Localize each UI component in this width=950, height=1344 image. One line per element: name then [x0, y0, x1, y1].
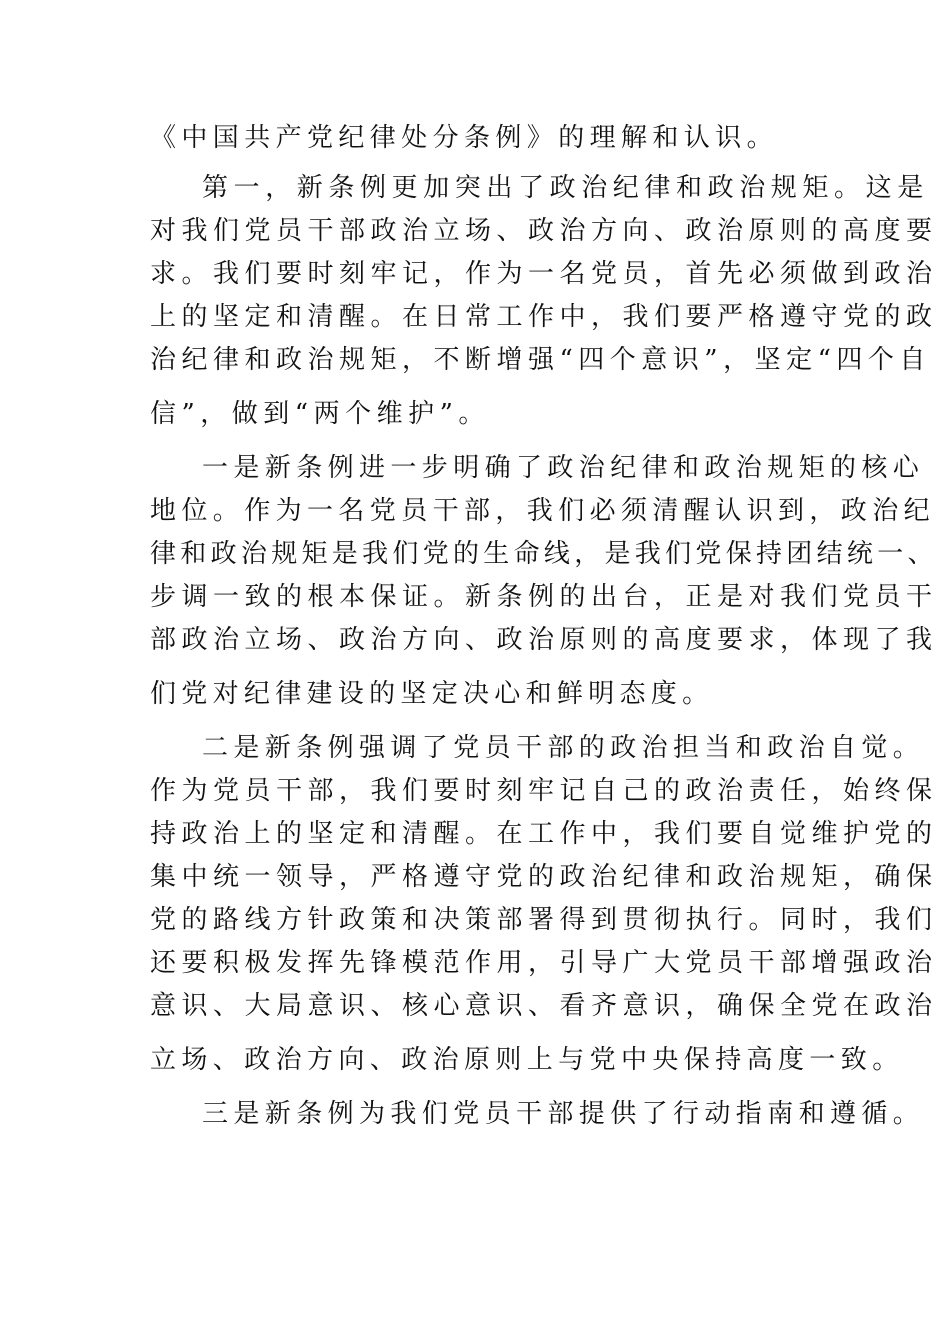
text-line-4: 求。我们要时刻牢记，作为一名党员，首先必须做到政治: [150, 259, 938, 289]
text-line-17: 集中统一领导，严格遵守党的政治纪律和政治规矩，确保: [150, 862, 938, 892]
text-line-10: 律和政治规矩是我们党的生命线，是我们党保持团结统一、: [150, 539, 938, 569]
text-line-1: 《中国共产党纪律处分条例》的理解和认识。: [150, 123, 779, 153]
text-line-16: 持政治上的坚定和清醒。在工作中，我们要自觉维护党的: [150, 819, 938, 849]
text-line-7: 信”，做到“两个维护”。: [150, 399, 490, 429]
text-line-5: 上的坚定和清醒。在日常工作中，我们要严格遵守党的政: [150, 302, 938, 332]
text-line-2: 第一，新条例更加突出了政治纪律和政治规矩。这是: [202, 173, 929, 203]
text-line-12: 部政治立场、政治方向、政治原则的高度要求，体现了我: [150, 625, 938, 655]
text-line-8: 一是新条例进一步明确了政治纪律和政治规矩的核心: [202, 453, 925, 483]
text-line-14: 二是新条例强调了党员干部的政治担当和政治自觉。: [202, 733, 925, 763]
text-line-20: 意识、大局意识、核心意识、看齐意识，确保全党在政治: [150, 991, 938, 1021]
text-line-13: 们党对纪律建设的坚定决心和鲜明态度。: [150, 679, 714, 709]
text-line-9: 地位。作为一名党员干部，我们必须清醒认识到，政治纪: [150, 496, 936, 526]
text-line-6: 治纪律和政治规矩，不断增强“四个意识”，坚定“四个自: [150, 345, 931, 375]
text-line-11: 步调一致的根本保证。新条例的出台，正是对我们党员干: [150, 582, 938, 612]
text-line-21: 立场、政治方向、政治原则上与党中央保持高度一致。: [150, 1045, 904, 1075]
text-line-22: 三是新条例为我们党员干部提供了行动指南和遵循。: [202, 1099, 925, 1129]
text-line-15: 作为党员干部，我们要时刻牢记自己的政治责任，始终保: [150, 776, 938, 806]
text-line-3: 对我们党员干部政治立场、政治方向、政治原则的高度要: [150, 216, 938, 246]
text-line-18: 党的路线方针政策和决策部署得到贯彻执行。同时，我们: [150, 905, 938, 935]
text-line-19: 还要积极发挥先锋模范作用，引导广大党员干部增强政治: [150, 948, 938, 978]
